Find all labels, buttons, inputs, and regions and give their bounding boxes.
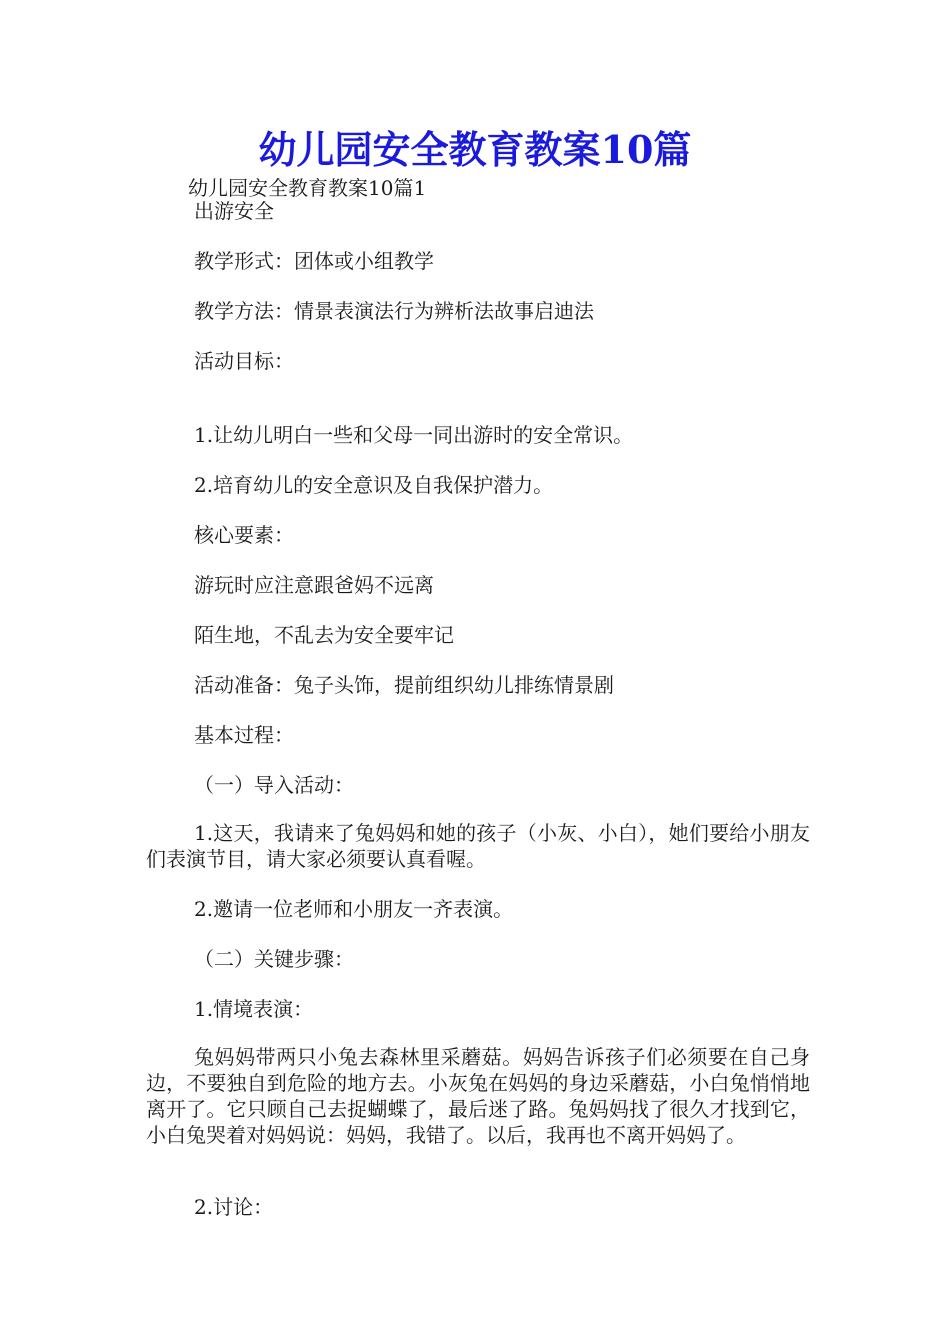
paragraph-goal-2: 2.培育幼儿的安全意识及自我保护潜力。 <box>194 473 554 497</box>
paragraph-step-1-heading: （一）导入活动： <box>194 773 354 797</box>
paragraph-process-heading: 基本过程： <box>194 723 294 747</box>
paragraph-core-heading: 核心要素： <box>194 523 294 547</box>
document-title: 幼儿园安全教育教案10篇 <box>258 127 692 172</box>
paragraph-preparation: 活动准备：兔子头饰，提前组织幼儿排练情景剧 <box>194 673 614 697</box>
paragraph-step-2-item-1: 1.情境表演： <box>194 997 314 1021</box>
section-heading: 幼儿园安全教育教案10篇1 <box>188 176 427 200</box>
paragraph-core-2: 陌生地，不乱去为安全要牢记 <box>194 623 454 647</box>
paragraph-topic: 出游安全 <box>194 199 274 223</box>
paragraph-step-2-item-2: 2.讨论： <box>194 1195 274 1219</box>
paragraph-step-1-item-1: 1.这天，我请来了兔妈妈和她的孩子（小灰、小白），她们要给小朋友们表演节目，请大家必须要认真看喔。 <box>146 821 810 871</box>
paragraph-step-1-item-2: 2.邀请一位老师和小朋友一齐表演。 <box>194 897 514 921</box>
paragraph-story: 兔妈妈带两只小兔去森林里采蘑菇。妈妈告诉孩子们必须要在自己身边，不要独自到危险的地方去。小灰兔在妈妈的身边采蘑菇，小白兔悄悄地离开了。它只顾自己去捉蝴蝶了，最后迷了路。兔妈妈找了很久才找到它，小白兔哭着对妈妈说：妈妈，我错了。以后，我再也不离开妈妈了。 <box>146 1045 810 1147</box>
paragraph-goals-heading: 活动目标： <box>194 349 294 373</box>
paragraph-teaching-method: 教学方法：情景表演法行为辨析法故事启迪法 <box>194 299 594 323</box>
paragraph-core-1: 游玩时应注意跟爸妈不远离 <box>194 573 434 597</box>
paragraph-goal-1: 1.让幼儿明白一些和父母一同出游时的安全常识。 <box>194 423 634 447</box>
paragraph-teaching-form: 教学形式：团体或小组教学 <box>194 249 434 273</box>
paragraph-step-2-heading: （二）关键步骤： <box>194 947 354 971</box>
